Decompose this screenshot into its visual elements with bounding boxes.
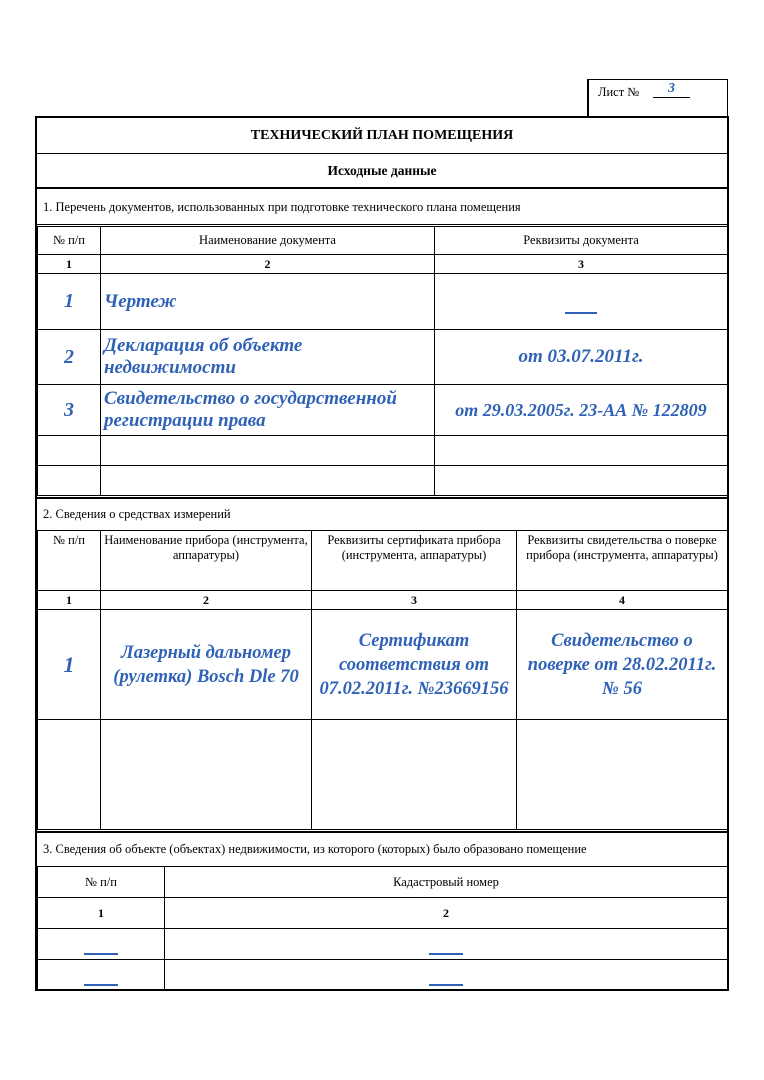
empty-dash xyxy=(429,978,463,986)
row-num xyxy=(38,929,165,960)
row-num xyxy=(38,960,165,991)
doc-details: от 29.03.2005г. 23-АА № 122809 xyxy=(435,385,728,436)
col-number: 1 xyxy=(38,255,101,274)
table-row-empty xyxy=(38,466,728,496)
doc-details: от 03.07.2011г. xyxy=(435,330,728,385)
section2-heading xyxy=(37,497,727,530)
verification-details: Свидетельство о поверке от 28.02.2011г. № 56 xyxy=(517,610,728,720)
page-title-text: ТЕХНИЧЕСКИЙ ПЛАН ПОМЕЩЕНИЯ xyxy=(250,127,514,143)
documents-table xyxy=(37,226,728,496)
cadastral-number xyxy=(165,929,728,960)
col-number: 1 xyxy=(38,591,101,610)
section3-heading xyxy=(37,831,727,866)
col-number: 3 xyxy=(312,591,517,610)
doc-name: Чертеж xyxy=(101,274,435,330)
sheet-number-value: 3 xyxy=(653,81,690,98)
row-num: 1 xyxy=(38,274,101,330)
col-number: 2 xyxy=(101,591,312,610)
cadastral-table xyxy=(37,866,728,991)
col-header-num: № п/п xyxy=(38,531,101,591)
col-header-num: № п/п xyxy=(38,867,165,898)
cadastral-number xyxy=(165,960,728,991)
row-num: 3 xyxy=(38,385,101,436)
col-header-device: Наименование прибора (инструмента, аппаратуры) xyxy=(101,531,312,591)
col-number: 3 xyxy=(435,255,728,274)
empty-dash xyxy=(84,947,118,955)
col-header-doc-name: Наименование документа xyxy=(101,227,435,255)
table-row xyxy=(38,960,728,991)
table-row xyxy=(38,330,728,385)
col-header-num: № п/п xyxy=(38,227,101,255)
page-title xyxy=(37,118,727,154)
doc-details xyxy=(435,274,728,330)
table-row xyxy=(38,610,728,720)
doc-name: Свидетельство о государственной регистрации права xyxy=(101,385,435,436)
certificate-details: Сертификат соответствия от 07.02.2011г. №23669156 xyxy=(312,610,517,720)
section1-heading-text: 1. Перечень документов, использованных при подготовке технического плана помещения xyxy=(43,200,521,214)
section3-heading-text: 3. Сведения об объекте (объектах) недвижимости, из которого (которых) было образовано помещение xyxy=(43,842,587,856)
section1-heading xyxy=(37,191,727,225)
col-header-certificate: Реквизиты сертификата прибора (инструмента, аппаратуры) xyxy=(312,531,517,591)
sheet-number-box xyxy=(587,79,728,116)
col-number: 1 xyxy=(38,898,165,929)
page-subtitle xyxy=(37,155,727,189)
empty-dash xyxy=(84,978,118,986)
table-row-empty xyxy=(38,720,728,830)
col-number: 4 xyxy=(517,591,728,610)
col-number: 2 xyxy=(165,898,728,929)
table-row xyxy=(38,385,728,436)
col-header-cadastral: Кадастровый номер xyxy=(165,867,728,898)
empty-dash xyxy=(429,947,463,955)
col-number: 2 xyxy=(101,255,435,274)
sheet-number-label: Лист № xyxy=(598,85,640,99)
device-name: Лазерный дальномер (рулетка) Bosch Dle 70 xyxy=(101,610,312,720)
col-header-verification: Реквизиты свидетельства о поверке прибора (инструмента, аппаратуры) xyxy=(517,531,728,591)
row-num: 2 xyxy=(38,330,101,385)
row-num: 1 xyxy=(38,610,101,720)
table-row xyxy=(38,274,728,330)
section2-heading-text: 2. Сведения о средствах измерений xyxy=(43,507,231,521)
col-header-doc-details: Реквизиты документа xyxy=(435,227,728,255)
doc-name: Декларация об объекте недвижимости xyxy=(101,330,435,385)
table-row-empty xyxy=(38,436,728,466)
empty-dash xyxy=(565,290,597,314)
instruments-table xyxy=(37,530,728,830)
table-row xyxy=(38,929,728,960)
page-subtitle-text: Исходные данные xyxy=(327,163,437,178)
